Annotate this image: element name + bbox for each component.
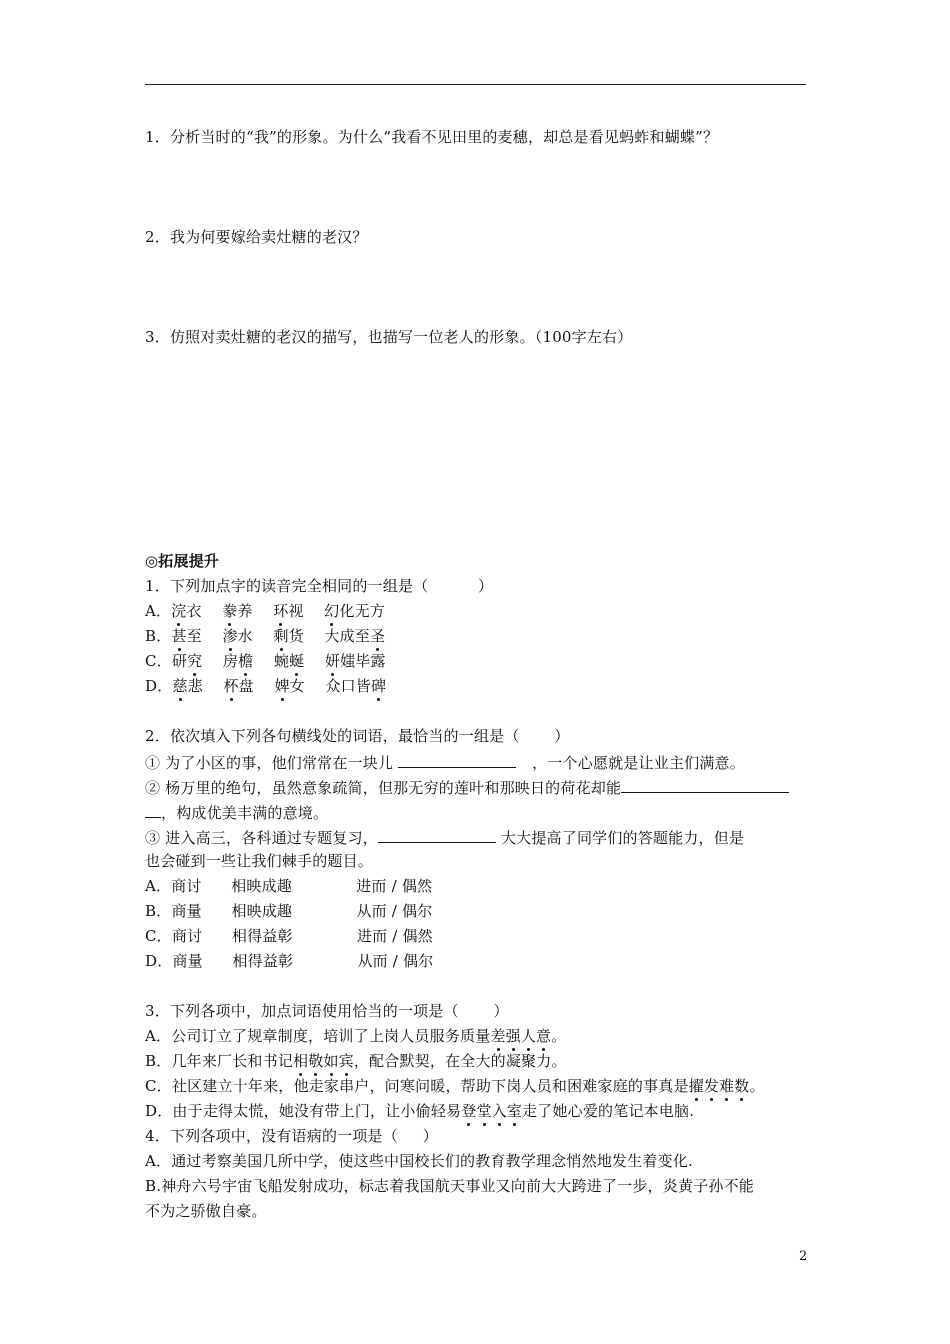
emphasis-dot: 环: [273, 602, 289, 620]
q2-sentence-1: ① 为了小区的事，他们常常在一块儿 ，一个心愿就是让业主们满意。: [145, 751, 745, 773]
emphasis-dot: 如: [323, 1052, 339, 1070]
emphasis-dot: 敬: [308, 1052, 324, 1070]
emphasis-dot: 难: [719, 1077, 735, 1095]
emphasis-dot: 堂: [476, 1102, 492, 1120]
page-number: 2: [799, 1249, 808, 1264]
emphasis-dot: 剩: [273, 627, 289, 645]
q1-c-word2: 房檐: [222, 652, 254, 670]
q1-c-word3: 蜿蜒: [273, 652, 305, 670]
emphasis-dot: 相: [293, 1052, 309, 1070]
emphasis-dot: 渗: [222, 627, 238, 645]
emphasis-dot: 强: [505, 1027, 521, 1045]
emphasis-dot: 杯: [223, 677, 239, 695]
q1-option-b: B．甚至 渗水 剩货 大成至圣: [145, 627, 386, 645]
q1-d-word3: 婢女: [274, 677, 305, 695]
emphasis-dot: 婢: [274, 677, 290, 695]
q1-d-word2: 杯盘: [223, 677, 254, 695]
q4-option-a: A．通过考察美国几所中学，使这些中国校长们的教育教学理念悄然地发生着变化.: [145, 1152, 694, 1170]
q3-option-d: D．由于走得太慌，她没有带上门，让小偷轻易登堂入室走了她心爱的笔记本电脑.: [145, 1102, 695, 1120]
emphasis-dot: 圣: [370, 627, 386, 645]
q1-option-d: D．慈悲 杯盘 婢女 众口皆碑: [145, 677, 387, 695]
emphasis-dot: 浣: [171, 602, 187, 620]
q1-stem: 1．下列加点字的读音完全相同的一组是（ ）: [145, 577, 494, 595]
answer-blank[interactable]: [145, 801, 161, 818]
emphasis-dot: 发: [703, 1077, 720, 1095]
emphasis-dot: 宾: [338, 1052, 354, 1070]
q2-sentence-2-cont: ，构成优美丰满的意境。: [145, 801, 328, 823]
q1-option-c: C．研究 房檐 蜿蜒 妍媸毕露: [145, 652, 386, 670]
q2-sentence-3-cont: 也会碰到一些让我们棘手的题目。: [145, 852, 374, 870]
emphasis-dot: 豢: [222, 602, 238, 620]
emphasis-dot: 人: [520, 1027, 537, 1045]
q3-option-b: B．几年来厂长和书记相敬如宾，配合默契，在全大的凝聚力。: [145, 1052, 567, 1070]
header-rule: [145, 84, 806, 85]
q1-b-word4: 大成至圣: [324, 627, 386, 645]
q2-stem: 2．依次填入下列各句横线处的词语，最恰当的一组是（ ）: [145, 727, 570, 745]
emphasis-dot: 差: [490, 1027, 506, 1045]
emphasis-dot: 慈: [172, 677, 188, 695]
q3-stem: 3．下列各项中，加点词语使用恰当的一项是（ ）: [145, 1002, 509, 1020]
q1-d-word1: 慈悲: [172, 677, 203, 695]
emphasis-dot: 幻: [324, 602, 340, 620]
dotted-phrase: [490, 1027, 551, 1045]
section-title: ◎拓展提升: [145, 552, 220, 570]
q4-option-b-cont: 不为之骄傲自豪。: [145, 1202, 267, 1220]
q2-option-d: D．商量 相得益彰 从而 / 偶尔: [145, 952, 434, 970]
open-question-2: 2．我为何要嫁给卖灶糖的老汉？: [145, 228, 368, 246]
answer-blank[interactable]: [621, 776, 789, 793]
emphasis-dot: 登: [461, 1102, 477, 1120]
q4-option-b: B.神舟六号宇宙飞船发射成功，标志着我国航天事业又向前大大跨进了一步，炎黄子孙不能: [145, 1177, 754, 1195]
emphasis-dot: 碑: [371, 677, 387, 695]
q2-option-b: B．商量 相映成趣 从而 / 偶尔: [145, 902, 433, 920]
answer-blank[interactable]: [398, 751, 516, 768]
dotted-phrase: [689, 1077, 750, 1095]
q1-c-word4: 妍媸毕露: [324, 652, 386, 670]
q1-b-word3: 剩货: [273, 627, 304, 645]
emphasis-dot: 究: [187, 652, 203, 670]
q2-sentence-2: ② 杨万里的绝句，虽然意象疏简，但那无穷的莲叶和那映日的荷花却能: [145, 776, 789, 798]
q2-sentence-3: ③ 进入高三，各科通过专题复习， 大大提高了同学们的答题能力，但是: [145, 826, 744, 848]
q1-a-word4: 幻化无方: [324, 602, 386, 620]
q2-option-c: C．商讨 相得益彰 进而 / 偶然: [145, 927, 433, 945]
q3-option-a: A．公司订立了规章制度，培训了上岗人员服务质量差强人意。: [145, 1027, 567, 1045]
dotted-phrase: [461, 1102, 522, 1120]
dotted-phrase: [293, 1052, 354, 1070]
q1-option-a: A．浣衣 豢养 环视 幻化无方: [145, 602, 386, 620]
emphasis-dot: 蜒: [289, 652, 305, 670]
q1-b-word1: 甚至: [171, 627, 202, 645]
open-question-1: 1．分析当时的“我”的形象。为什么“我看不见田里的麦穗，却总是看见蚂蚱和蝴蝶”？: [145, 128, 719, 146]
emphasis-dot: 数: [734, 1077, 750, 1095]
q1-a-word1: 浣衣: [171, 602, 202, 620]
emphasis-dot: 室: [506, 1102, 523, 1120]
q2-option-a: A．商讨 相映成趣 进而 / 偶然: [145, 877, 433, 895]
emphasis-dot: 檐: [238, 652, 254, 670]
emphasis-dot: 入: [491, 1102, 507, 1120]
q1-b-word2: 渗水: [222, 627, 253, 645]
emphasis-dot: 意: [536, 1027, 552, 1045]
answer-blank[interactable]: [378, 826, 496, 843]
q1-a-word3: 环视: [273, 602, 304, 620]
open-question-3: 3．仿照对卖灶糖的老汉的描写，也描写一位老人的形象。（100字左右）: [145, 328, 633, 346]
emphasis-dot: 甚: [171, 627, 187, 645]
q4-stem: 4．下列各项中，没有语病的一项是（ ）: [145, 1127, 438, 1145]
q1-a-word2: 豢养: [222, 602, 253, 620]
emphasis-dot: 擢: [688, 1077, 704, 1095]
q1-d-word4: 众口皆碑: [325, 677, 387, 695]
q1-c-word1: 研究: [171, 652, 203, 670]
emphasis-dot: 妍: [324, 652, 341, 670]
q3-option-c: C．社区建立十年来，他走家串户，问寒问暖，帮助下岗人员和困难家庭的事真是擢发难数。: [145, 1077, 765, 1095]
